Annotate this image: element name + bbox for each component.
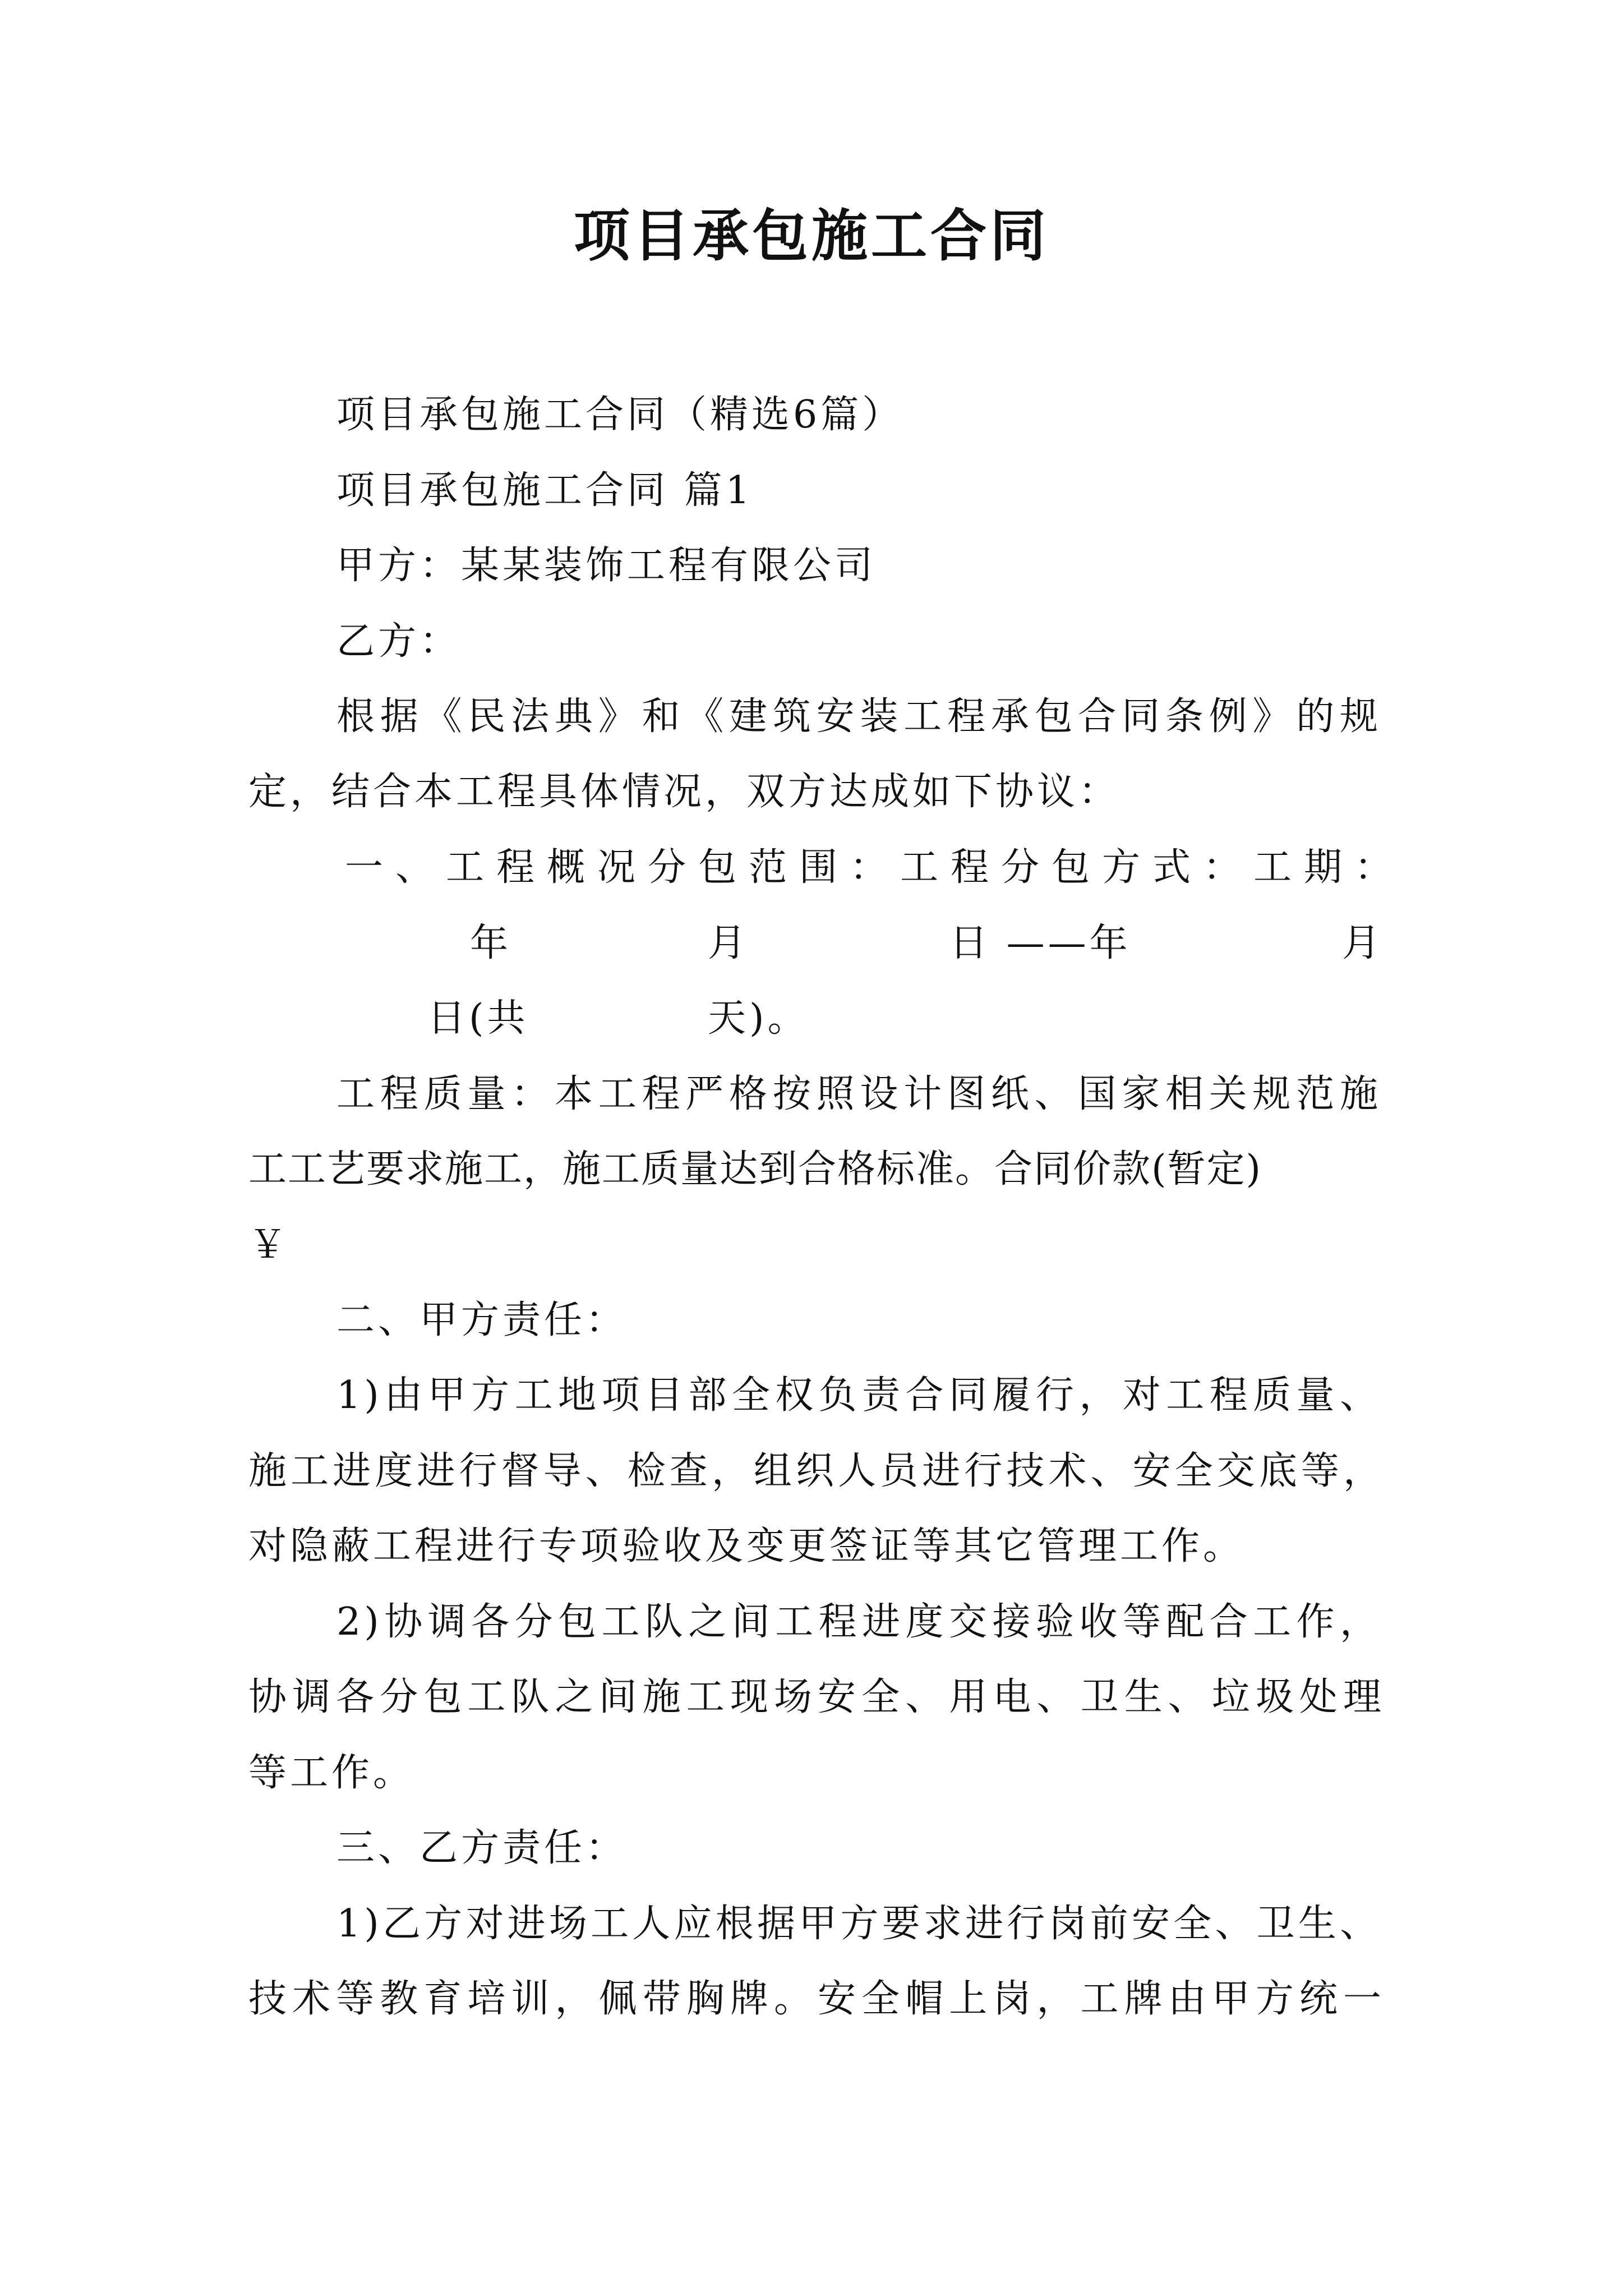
paragraph-line: 2)协调各分包工队之间工程进度交接验收等配合工作， (336, 1600, 1381, 1644)
date-month-label: 月 (1342, 921, 1384, 965)
paragraph-line: 协调各分包工队之间施工现场安全、用电、卫生、垃圾处理 (248, 1675, 1381, 1719)
paragraph-line: 等工作。 (248, 1751, 415, 1795)
date-day-total-label: 日(共 (427, 996, 529, 1041)
date-days-label: 天)。 (708, 996, 809, 1041)
date-month-label: 月 (708, 921, 750, 965)
paragraph-line: 工工艺要求施工，施工质量达到合格标准。合同价款(暂定) (248, 1147, 1262, 1191)
party-a-line: 甲方：某某装饰工程有限公司 (336, 544, 877, 588)
paragraph-line: 1)乙方对进场工人应根据甲方要求进行岗前安全、卫生、 (336, 1902, 1381, 1946)
paragraph-line: 施工进度进行督导、检查，组织人员进行技术、安全交底等， (248, 1449, 1381, 1493)
section-heading: 二、甲方责任： (336, 1298, 628, 1342)
section-heading: 项目承包施工合同 篇1 (336, 468, 753, 513)
paragraph-line: 对隐蔽工程进行专项验收及变更签证等其它管理工作。 (248, 1524, 1245, 1568)
date-day-to-year-label: 日 ——年 (949, 921, 1131, 965)
paragraph-line: 工程质量：本工程严格按照设计图纸、国家相关规范施 (336, 1072, 1381, 1116)
currency-symbol: ￥ (248, 1223, 291, 1267)
date-year-label: 年 (470, 921, 512, 965)
paragraph-line: 1)由甲方工地项目部全权负责合同履行，对工程质量、 (336, 1373, 1381, 1418)
paragraph-line: 技术等教育培训，佩带胸牌。安全帽上岗，工牌由甲方统一 (248, 1977, 1381, 2021)
paragraph-line: 根据《民法典》和《建筑安装工程承包合同条例》的规 (336, 694, 1381, 739)
party-b-line: 乙方： (336, 619, 462, 664)
section-heading: 三、乙方责任： (336, 1826, 628, 1870)
document-title: 项目承包施工合同 (574, 203, 1049, 269)
paragraph-line: 定，结合本工程具体情况，双方达成如下协议： (248, 770, 1121, 814)
paragraph-line: 一、工程概况分包范围：工程分包方式：工期： (345, 845, 1405, 890)
doc-subtitle: 项目承包施工合同（精选6篇） (336, 393, 904, 437)
